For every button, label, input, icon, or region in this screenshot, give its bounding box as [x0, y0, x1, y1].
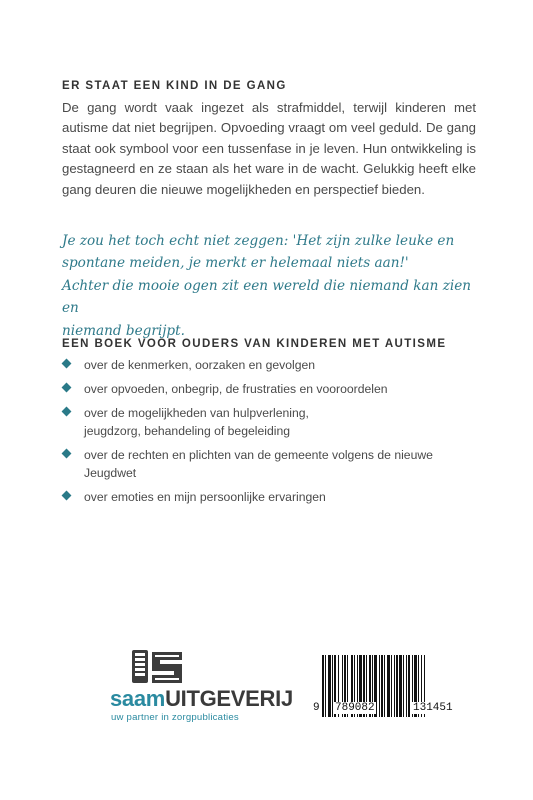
diamond-bullet-icon: [62, 491, 72, 501]
publisher-logo: [110, 648, 293, 723]
handwritten-quote: [62, 230, 482, 342]
barcode-group-2: 131451: [413, 702, 453, 714]
list-item: over de rechten en plichten van de gemeente volgens de nieuwe Jeugdwet: [62, 446, 484, 482]
quote-line: Achter die mooie ogen zit een wereld die niemand kan zien en: [62, 277, 472, 317]
section-heading-boek: EEN BOEK VOOR OUDERS VAN KINDEREN MET AUTISME: [62, 338, 447, 350]
logo-wordmark: saamUITGEVERIJ: [110, 686, 293, 711]
diamond-bullet-icon: [62, 383, 72, 393]
diamond-bullet-icon: [62, 449, 72, 459]
list-item: over emoties en mijn persoonlijke ervaringen: [62, 488, 492, 506]
list-item: over de mogelijkheden van hulpverlening, jeugdzorg, behandeling of begeleiding: [62, 404, 364, 440]
logo-tagline: uw partner in zorgpublicaties: [111, 712, 239, 723]
list-item: over opvoeden, onbegrip, de frustraties en vooroordelen: [62, 380, 492, 398]
list-item: over de kenmerken, oorzaken en gevolgen: [62, 356, 492, 374]
quote-line: niemand begrijpt.: [62, 322, 185, 339]
topic-list: [62, 356, 492, 512]
diamond-bullet-icon: [62, 359, 72, 369]
quote-line: spontane meiden, je merkt er helemaal niets aan!': [62, 255, 409, 272]
barcode-digits: [312, 702, 478, 716]
intro-paragraph: De gang wordt vaak ingezet als strafmiddel, terwijl kinderen met autisme dat niet begrijpen. Opvoeding vraagt om veel geduld. De gang staat ook symbool voor een tussenfase in je leven. Hun ontwikkeling is gestagneerd en ze staan als het ware in de wacht. Gelukkig heeft elke gang deuren die nieuwe mogelijkheden en perspectief bieden.: [62, 100, 476, 197]
diamond-bullet-icon: [62, 407, 72, 417]
barcode-group-1: 789082: [335, 702, 375, 714]
quote-line: Je zou het toch echt niet zeggen: 'Het zijn zulke leuke en: [62, 233, 455, 249]
barcode-digit-first: 9: [313, 702, 320, 714]
section-heading-gang: ER STAAT EEN KIND IN DE GANG: [62, 80, 287, 92]
book-stack-icon: [130, 648, 186, 686]
